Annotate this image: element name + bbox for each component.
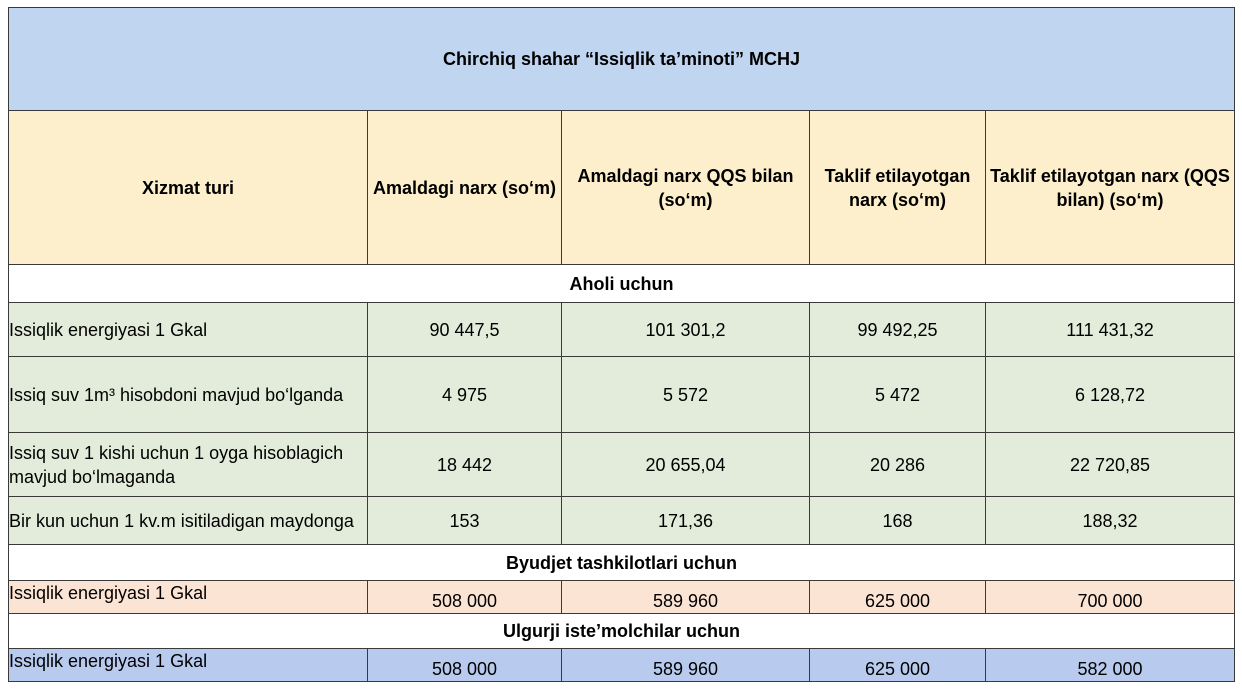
header-row xyxy=(9,111,1235,265)
proposed-price: 99 492,25 xyxy=(810,303,986,357)
section-row xyxy=(9,614,1235,649)
table-row xyxy=(9,303,1235,357)
section-title-budget: Byudjet tashkilotlari uchun xyxy=(9,545,1235,581)
current-price: 153 xyxy=(368,497,562,545)
column-header-proposed-price: Taklif etilayotgan narx (so‘m) xyxy=(810,111,986,265)
current-price: 18 442 xyxy=(368,433,562,497)
proposed-price-vat: 6 128,72 xyxy=(986,357,1235,433)
section-title-population: Aholi uchun xyxy=(9,265,1235,303)
section-row xyxy=(9,545,1235,581)
proposed-price: 20 286 xyxy=(810,433,986,497)
column-header-service: Xizmat turi xyxy=(9,111,368,265)
current-price-vat: 589 960 xyxy=(562,581,810,614)
proposed-price-vat: 582 000 xyxy=(986,649,1235,682)
column-header-current-price: Amaldagi narx (so‘m) xyxy=(368,111,562,265)
current-price-vat: 5 572 xyxy=(562,357,810,433)
current-price-vat: 20 655,04 xyxy=(562,433,810,497)
proposed-price-vat: 188,32 xyxy=(986,497,1235,545)
service-name: Issiq suv 1m³ hisobdoni mavjud bo‘lganda xyxy=(9,357,368,433)
table-row xyxy=(9,433,1235,497)
proposed-price: 5 472 xyxy=(810,357,986,433)
service-name: Bir kun uchun 1 kv.m isitiladigan maydonga xyxy=(9,497,368,545)
service-name: Issiqlik energiyasi 1 Gkal xyxy=(9,649,368,682)
table-title: Chirchiq shahar “Issiqlik ta’minoti” MCHJ xyxy=(9,8,1235,111)
section-row xyxy=(9,265,1235,303)
proposed-price: 168 xyxy=(810,497,986,545)
proposed-price: 625 000 xyxy=(810,581,986,614)
table-row xyxy=(9,497,1235,545)
current-price-vat: 589 960 xyxy=(562,649,810,682)
tariff-table xyxy=(8,7,1235,682)
table-row xyxy=(9,357,1235,433)
current-price-vat: 101 301,2 xyxy=(562,303,810,357)
current-price: 90 447,5 xyxy=(368,303,562,357)
proposed-price-vat: 111 431,32 xyxy=(986,303,1235,357)
current-price: 508 000 xyxy=(368,649,562,682)
service-name: Issiqlik energiyasi 1 Gkal xyxy=(9,581,368,614)
service-name: Issiqlik energiyasi 1 Gkal xyxy=(9,303,368,357)
table-row xyxy=(9,581,1235,614)
proposed-price-vat: 22 720,85 xyxy=(986,433,1235,497)
proposed-price: 625 000 xyxy=(810,649,986,682)
column-header-current-price-vat: Amaldagi narx QQS bilan (so‘m) xyxy=(562,111,810,265)
service-name: Issiq suv 1 kishi uchun 1 oyga hisoblagich mavjud bo‘lmaganda xyxy=(9,433,368,497)
table-row xyxy=(9,649,1235,682)
section-title-wholesale: Ulgurji iste’molchilar uchun xyxy=(9,614,1235,649)
proposed-price-vat: 700 000 xyxy=(986,581,1235,614)
current-price-vat: 171,36 xyxy=(562,497,810,545)
title-row xyxy=(9,8,1235,111)
column-header-proposed-price-vat: Taklif etilayotgan narx (QQS bilan) (so‘m) xyxy=(986,111,1235,265)
current-price: 4 975 xyxy=(368,357,562,433)
current-price: 508 000 xyxy=(368,581,562,614)
